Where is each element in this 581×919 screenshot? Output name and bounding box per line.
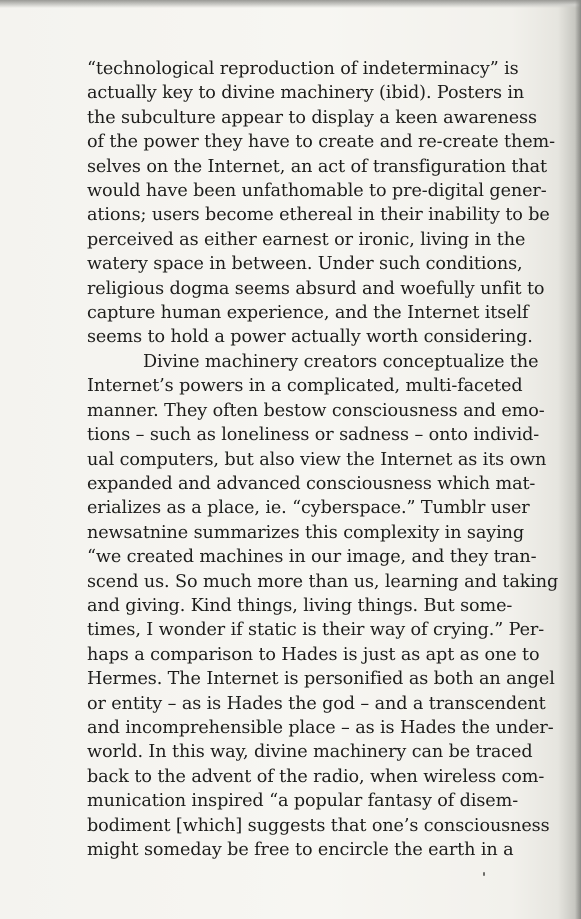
text-line: seems to hold a power actually worth considering. bbox=[87, 327, 533, 348]
text-line: Internet’s powers in a complicated, multi-faceted bbox=[87, 376, 523, 397]
text-line: might someday be free to encircle the earth in a bbox=[87, 840, 514, 860]
text-line: expanded and advanced consciousness which mat- bbox=[87, 473, 536, 494]
text-line: bodiment [which] suggests that one’s consciousness bbox=[87, 815, 550, 836]
text-line: manner. They often bestow consciousness and emo- bbox=[87, 400, 545, 421]
text-line: “technological reproduction of indeterminacy” is bbox=[87, 59, 519, 79]
text-line: religious dogma seems absurd and woefully unfit to bbox=[87, 278, 545, 299]
text-line: capture human experience, and the Internet itself bbox=[87, 303, 529, 324]
text-line: munication inspired “a popular fantasy of disem- bbox=[87, 791, 519, 812]
text-line: haps a comparison to Hades is just as apt as one to bbox=[87, 644, 540, 665]
body-text bbox=[87, 57, 579, 862]
paragraph-first-line: Divine machinery creators conceptualize the bbox=[143, 351, 539, 372]
text-line: Hermes. The Internet is personified as both an angel bbox=[87, 669, 555, 690]
text-line: back to the advent of the radio, when wireless com- bbox=[87, 766, 545, 787]
text-line: ual computers, but also view the Internet as its own bbox=[87, 449, 547, 470]
page-top-edge bbox=[0, 0, 581, 8]
paper-speck bbox=[483, 872, 485, 876]
text-line: world. In this way, divine machinery can be traced bbox=[87, 742, 533, 763]
text-line: “we created machines in our image, and they tran- bbox=[87, 547, 537, 568]
text-line: scend us. So much more than us, learning and taking bbox=[87, 571, 559, 592]
text-line: the subculture appear to display a keen awareness bbox=[87, 107, 537, 128]
text-line: newsatnine summarizes this complexity in saying bbox=[87, 522, 524, 543]
text-line: tions – such as loneliness or sadness – onto individ- bbox=[87, 425, 540, 446]
text-line: and incomprehensible place – as is Hades the under- bbox=[87, 717, 554, 738]
text-line: watery space in between. Under such conditions, bbox=[87, 254, 523, 275]
text-line: selves on the Internet, an act of transfiguration that bbox=[87, 156, 547, 177]
text-line: times, I wonder if static is their way of crying.” Per- bbox=[87, 620, 545, 641]
text-line: perceived as either earnest or ironic, living in the bbox=[87, 229, 526, 250]
text-line: would have been unfathomable to pre-digital gener- bbox=[87, 181, 547, 202]
text-line: or entity – as is Hades the god – and a transcendent bbox=[87, 693, 546, 714]
text-line: of the power they have to create and re-create them- bbox=[87, 132, 555, 153]
text-line: and giving. Kind things, living things. But some- bbox=[87, 595, 513, 616]
text-line: erializes as a place, ie. “cyberspace.” Tumblr user bbox=[87, 498, 530, 519]
text-line: ations; users become ethereal in their inability to be bbox=[87, 205, 550, 226]
text-line: actually key to divine machinery (ibid). Posters in bbox=[87, 83, 525, 104]
